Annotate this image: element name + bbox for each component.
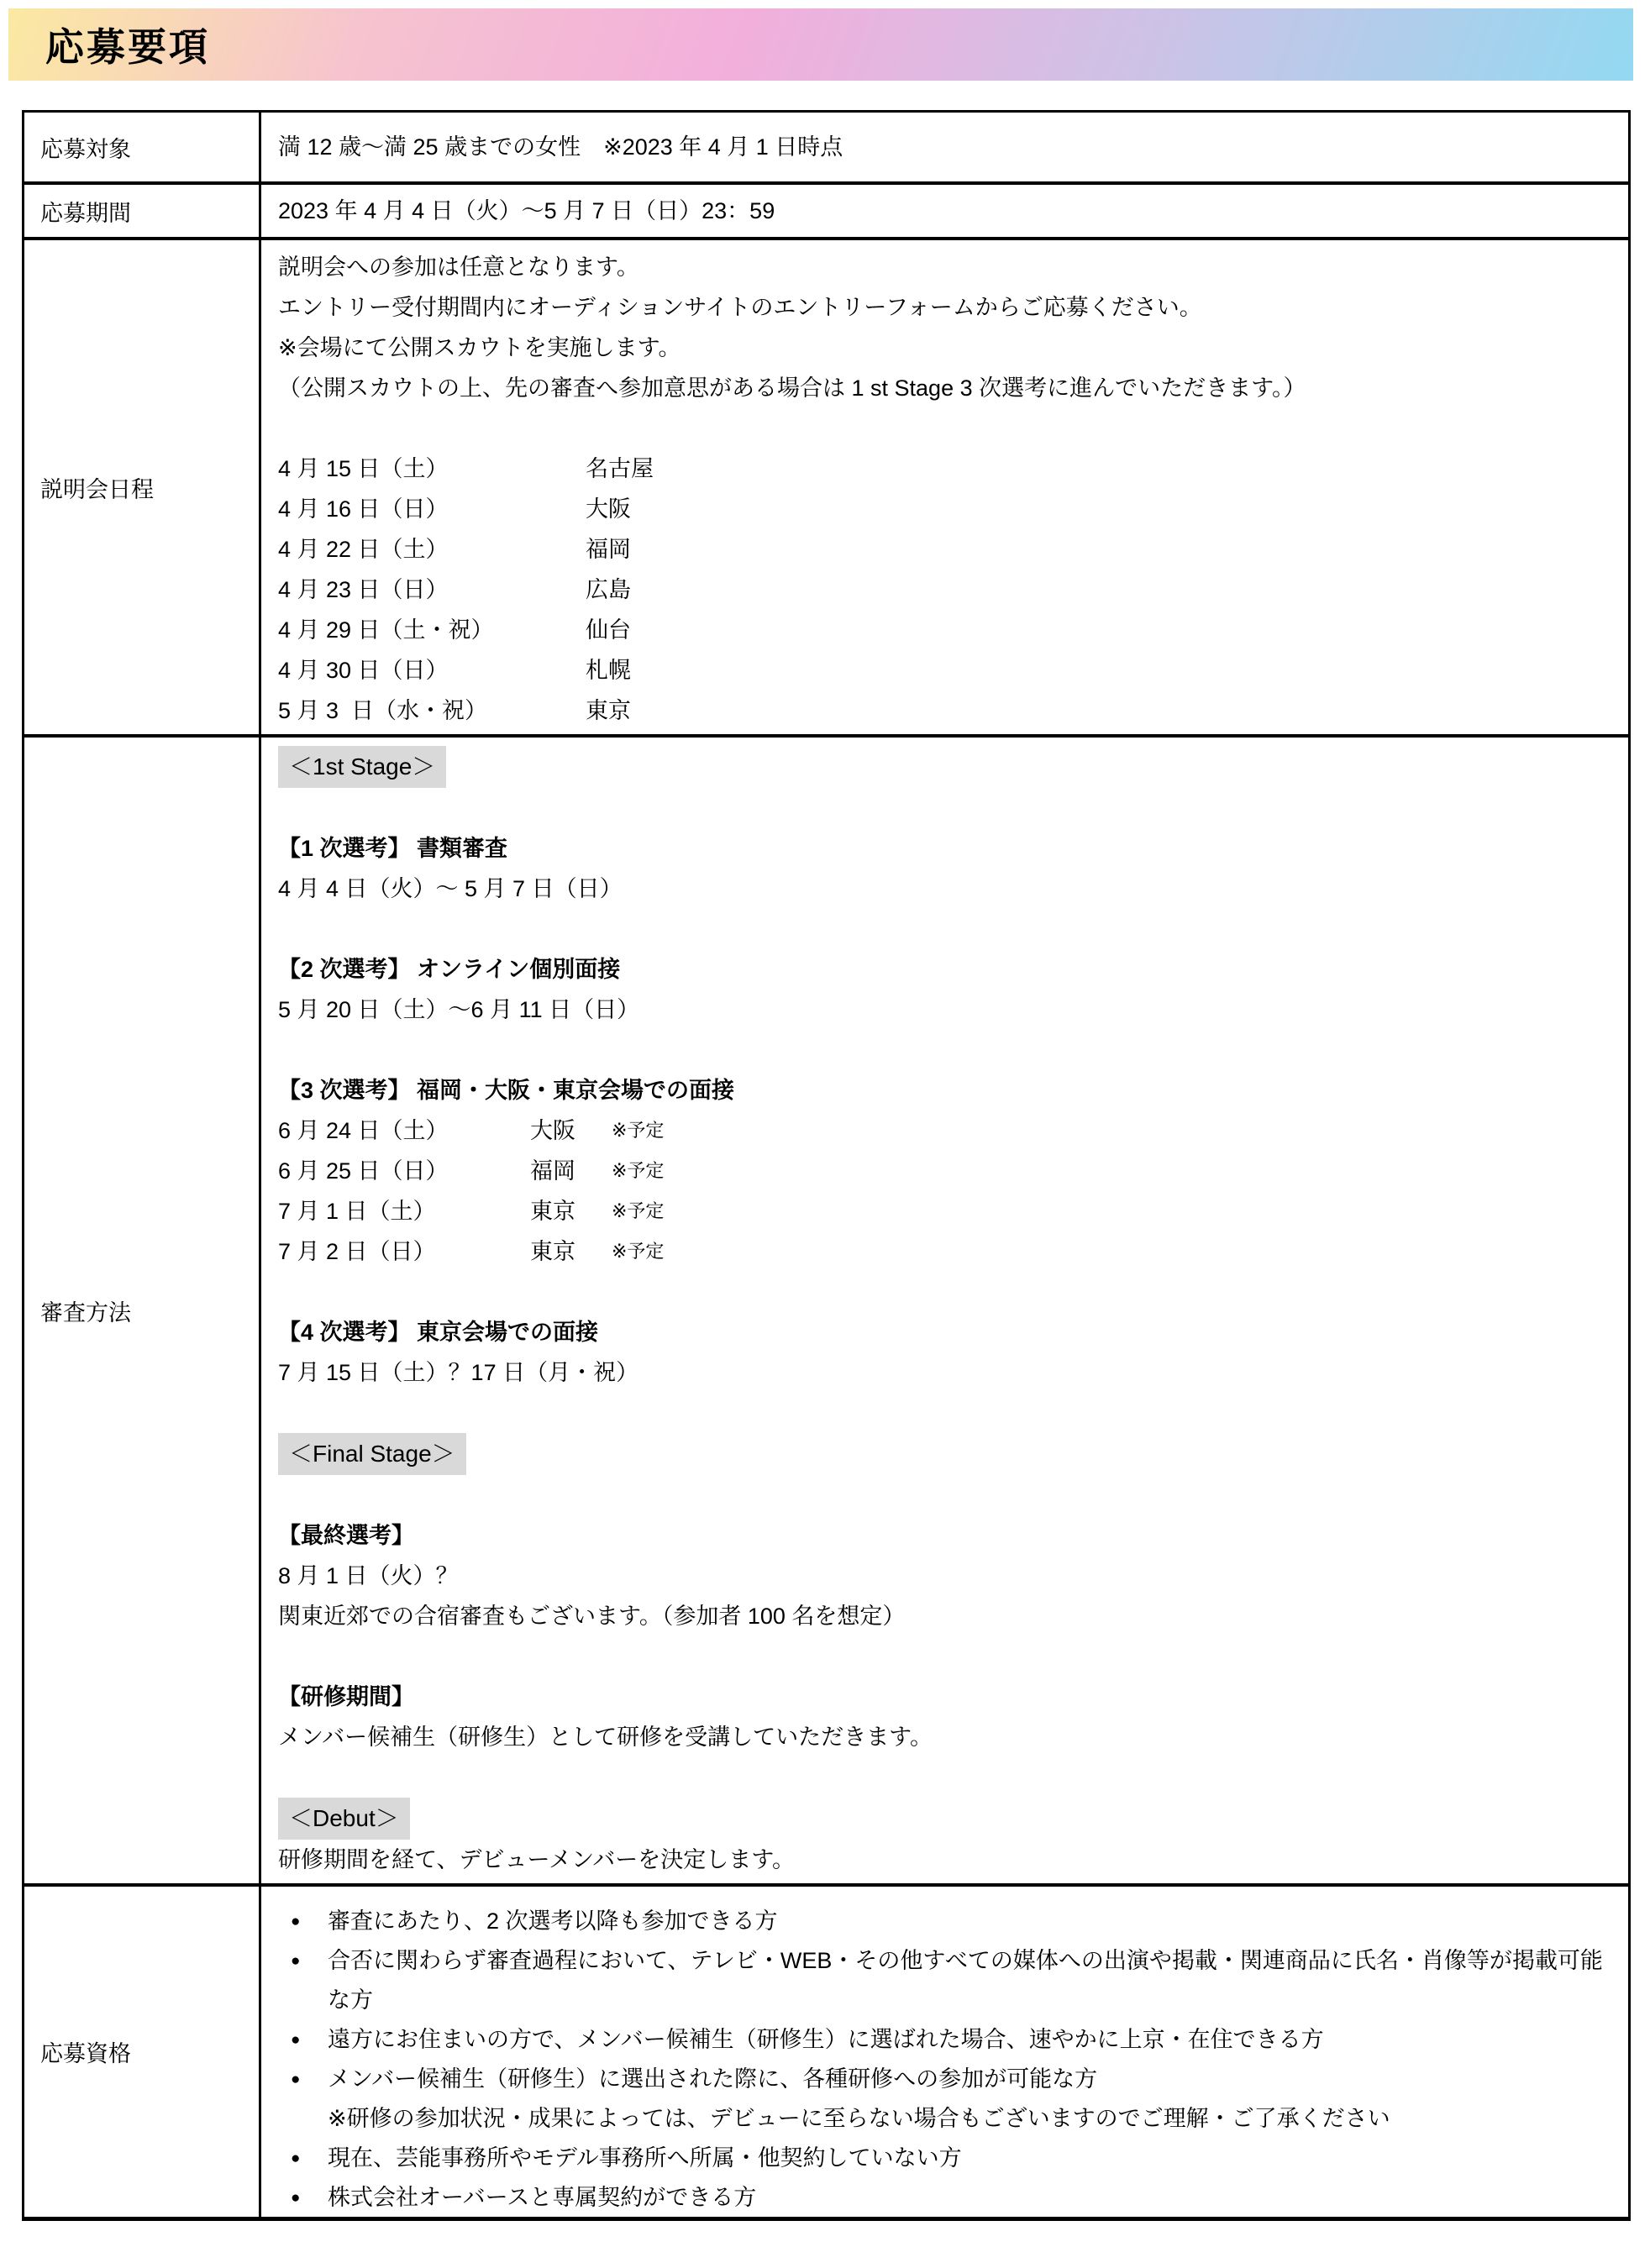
debut-badge-line: [278, 1798, 1605, 1840]
round2-period: 5 月 20 日（土）～6 月 11 日（日）: [278, 997, 640, 1022]
round3-city: 東京: [530, 1239, 575, 1264]
briefing-date: 4 月 16 日（日）: [278, 496, 449, 522]
round3-note: ※予定: [612, 1241, 665, 1262]
round1-period: 4 月 4 日（火）～ 5 月 7 日（日）: [278, 876, 623, 901]
table-row-application-target: [24, 113, 1628, 181]
list-item: [278, 1902, 1605, 1941]
briefing-city: 札幌: [586, 658, 631, 683]
list-item: [278, 2139, 1605, 2178]
round4-period: 7 月 15 日（土）？17 日（月・祝）: [278, 1360, 639, 1385]
screening-method-content: [261, 738, 1628, 1883]
briefing-city: 大阪: [586, 496, 631, 522]
briefing-city: 広島: [586, 577, 631, 602]
round3-schedule-item: [278, 1151, 1605, 1191]
list-item: [278, 2178, 1605, 2218]
round3-date: 6 月 25 日（日）: [278, 1158, 449, 1184]
round3-heading: 【3 次選考】 福岡・大阪・東京会場での面接: [278, 1078, 735, 1103]
briefing-schedule-item: [278, 449, 1605, 489]
guidelines-table: [22, 110, 1631, 2221]
briefing-date: 4 月 29 日（土・祝）: [278, 617, 494, 643]
row-label: 応募対象: [24, 113, 261, 181]
briefing-city: 名古屋: [586, 456, 654, 481]
application-period-text: 2023 年 4 月 4 日（火）～5 月 7 日（日）23：59: [278, 198, 775, 223]
briefing-schedule-item: [278, 650, 1605, 690]
round3-city: 福岡: [530, 1158, 575, 1184]
debut-text: 研修期間を経て、デビューメンバーを決定します。: [278, 1847, 796, 1872]
debut-badge: ＜Debut＞: [278, 1798, 410, 1840]
briefing-schedule-item: [278, 529, 1605, 570]
table-row-briefing-schedule: [24, 237, 1628, 734]
bullet-icon: ●: [291, 2071, 301, 2088]
briefing-schedule-item: [278, 489, 1605, 529]
bullet-text: メンバー候補生（研修生）に選出された際に、各種研修への参加が可能な方: [328, 2066, 1098, 2092]
briefing-city: 仙台: [586, 617, 631, 643]
list-item: [278, 1941, 1605, 2020]
final-stage-badge-line: [278, 1433, 1605, 1475]
final-date: 8 月 1 日（火）？: [278, 1563, 459, 1588]
bullet-text: 合否に関わらず審査過程において、テレビ・WEB・その他すべての媒体への出演や掲載・関連商品に氏名・肖像等が掲載可能な方: [328, 1948, 1603, 2013]
briefing-date: 4 月 30 日（日）: [278, 658, 449, 683]
round3-schedule-item: [278, 1191, 1605, 1231]
bullet-icon: ●: [291, 1913, 301, 1930]
bullet-icon: ●: [291, 2189, 301, 2207]
header-banner: [8, 8, 1633, 81]
briefing-intro-line: （公開スカウトの上、先の審査へ参加意思がある場合は 1 st Stage 3 次選考に進んでいただきます。）: [278, 375, 1306, 401]
bullet-icon: ●: [291, 1952, 301, 1970]
bullet-text: 株式会社オーバースと専属契約ができる方: [328, 2185, 757, 2210]
bullet-icon: ●: [291, 2031, 301, 2049]
round3-note: ※予定: [612, 1200, 665, 1221]
briefing-date: 4 月 15 日（土）: [278, 456, 449, 481]
round2-heading: 【2 次選考】 オンライン個別面接: [278, 957, 621, 982]
round3-city: 東京: [530, 1199, 575, 1224]
bullet-icon: ●: [291, 2150, 301, 2167]
briefing-intro-line: 説明会への参加は任意となります。: [278, 255, 639, 280]
round4-heading: 【4 次選考】 東京会場での面接: [278, 1320, 599, 1345]
stage1-badge: ＜1st Stage＞: [278, 746, 446, 788]
round3-date: 7 月 1 日（土）: [278, 1199, 436, 1224]
briefing-schedule-content: [261, 240, 1628, 734]
round3-schedule-item: [278, 1231, 1605, 1272]
briefing-date: 5 月 3 日（水・祝）: [278, 698, 488, 723]
round3-date: 7 月 2 日（日）: [278, 1239, 436, 1264]
briefing-schedule-item: [278, 610, 1605, 650]
round3-note: ※予定: [612, 1120, 665, 1141]
bullet-text: 現在、芸能事務所やモデル事務所へ所属・他契約していない方: [328, 2145, 962, 2171]
round3-date: 6 月 24 日（土）: [278, 1118, 449, 1143]
application-target-text: 満 12 歳～満 25 歳までの女性 ※2023 年 4 月 1 日時点: [278, 134, 843, 160]
row-label: 説明会日程: [24, 240, 261, 734]
briefing-intro-line: ※会場にて公開スカウトを実施します。: [278, 335, 681, 360]
final-heading: 【最終選考】: [278, 1523, 414, 1548]
briefing-schedule-item: [278, 690, 1605, 731]
round1-heading: 【1 次選考】 書類審査: [278, 836, 508, 861]
bullet-text: 審査にあたり、2 次選考以降も参加できる方: [328, 1908, 778, 1934]
final-stage-badge: ＜Final Stage＞: [278, 1433, 466, 1475]
table-row-screening-method: [24, 734, 1628, 1883]
round3-schedule-item: [278, 1110, 1605, 1151]
briefing-intro-line: エントリー受付期間内にオーディションサイトのエントリーフォームからご応募ください。: [278, 295, 1202, 320]
eligibility-bullet-list: [278, 1887, 1605, 2218]
final-note: 関東近郊での合宿審査もございます。（参加者 100 名を想定）: [278, 1604, 906, 1629]
briefing-city: 東京: [586, 698, 631, 723]
briefing-date: 4 月 23 日（日）: [278, 577, 449, 602]
bullet-text: 遠方にお住まいの方で、メンバー候補生（研修生）に選ばれた場合、速やかに上京・在住できる方: [328, 2027, 1324, 2052]
round3-note: ※予定: [612, 1160, 665, 1181]
page-title: 応募要項: [45, 25, 210, 69]
training-text: メンバー候補生（研修生）として研修を受講していただきます。: [278, 1725, 933, 1750]
row-label: 応募資格: [24, 1887, 261, 2217]
briefing-city: 福岡: [586, 537, 631, 562]
row-label: 審査方法: [24, 738, 261, 1883]
table-row-application-period: [24, 181, 1628, 237]
stage1-badge-line: [278, 746, 1605, 788]
training-heading: 【研修期間】: [278, 1684, 414, 1709]
list-item: [278, 2020, 1605, 2060]
briefing-date: 4 月 22 日（土）: [278, 537, 449, 562]
table-row-eligibility: [24, 1883, 1628, 2217]
bullet-sub-note: ※研修の参加状況・成果によっては、デビューに至らない場合もございますのでご理解・ご了承ください: [328, 2106, 1390, 2131]
list-item: [278, 2060, 1605, 2099]
row-label: 応募期間: [24, 185, 261, 237]
eligibility-content: [261, 1887, 1628, 2217]
briefing-schedule-item: [278, 570, 1605, 610]
round3-city: 大阪: [530, 1118, 575, 1143]
